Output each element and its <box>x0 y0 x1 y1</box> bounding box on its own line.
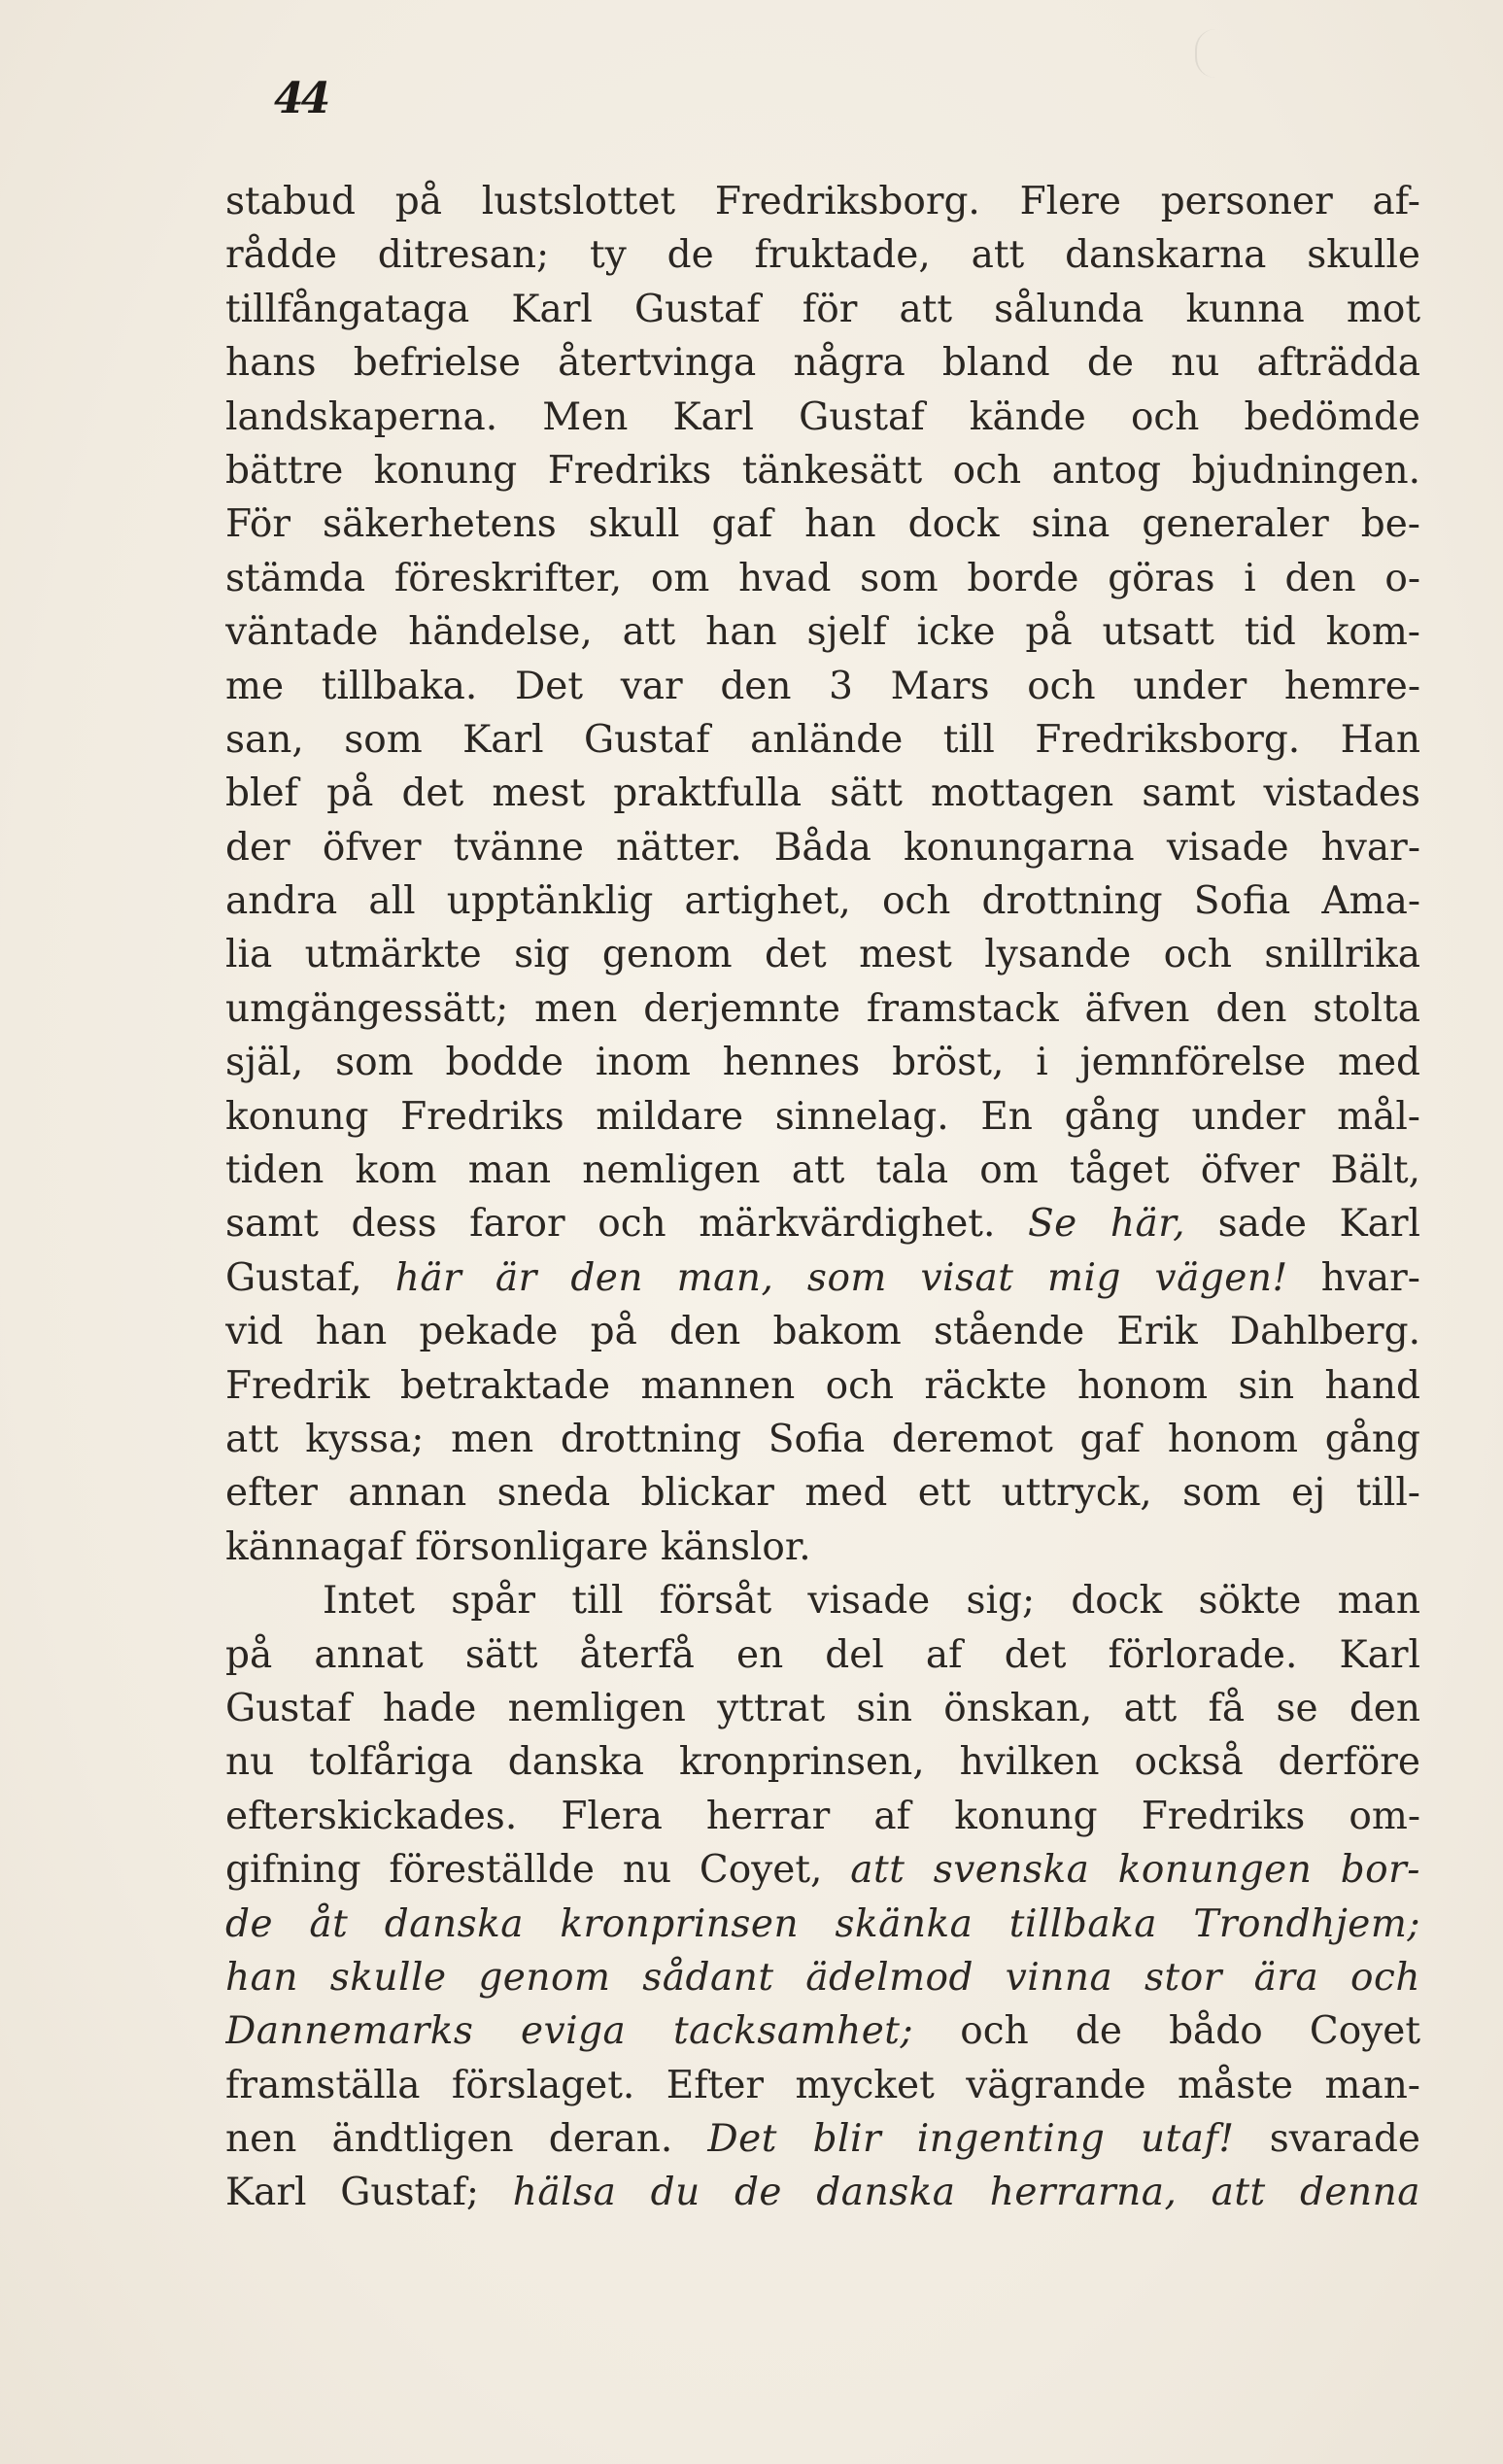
text-line <box>225 228 1420 282</box>
text-run: Intet spår till försåt visade sig; dock sökte man <box>323 1579 1420 1624</box>
text-line <box>225 1790 1420 1843</box>
text-run: gifning föreställde nu Coyet, <box>225 1848 851 1893</box>
text-line <box>225 982 1420 1036</box>
text-line <box>225 444 1420 497</box>
text-line <box>225 1466 1420 1520</box>
text-run: efter annan sneda blickar med ett uttryck, som ej till- <box>225 1471 1420 1516</box>
italic-text: att svenska konungen bor- <box>850 1848 1420 1893</box>
text-line <box>225 1951 1420 2004</box>
text-line <box>225 2166 1420 2219</box>
text-line <box>225 1036 1420 1089</box>
text-run: nen ändtligen deran. <box>225 2117 708 2162</box>
text-run: samt dess faror och märkvärdighet. <box>225 1202 1028 1247</box>
text-run: bättre konung Fredriks tänkesätt och antog bjudningen. <box>225 448 1420 493</box>
text-run: framställa förslaget. Efter mycket vägrande måste man- <box>225 2063 1420 2107</box>
italic-text: Se här, <box>1027 1202 1185 1247</box>
text-line <box>225 1305 1420 1358</box>
text-line <box>225 497 1420 551</box>
text-line <box>225 2112 1420 2166</box>
text-line <box>225 767 1420 820</box>
text-run: och de bådo Coyet <box>913 2009 1420 2054</box>
text-line <box>225 605 1420 659</box>
text-run: Gustaf, <box>225 1255 395 1300</box>
text-line <box>225 928 1420 981</box>
text-run: svarade <box>1234 2117 1420 2162</box>
text-line <box>225 1898 1420 1951</box>
text-run: me tillbaka. Det var den 3 Mars och under hemre- <box>225 664 1420 708</box>
text-run: rådde ditresan; ty de fruktade, att danskarna skulle <box>225 233 1420 278</box>
text-line <box>225 552 1420 605</box>
text-line <box>225 1251 1420 1305</box>
text-line <box>225 2004 1420 2058</box>
text-line <box>225 1682 1420 1735</box>
text-line <box>225 713 1420 767</box>
text-run: Karl Gustaf; <box>225 2171 513 2215</box>
text-line <box>225 874 1420 928</box>
text-line <box>225 175 1420 228</box>
text-run: hvar- <box>1287 1255 1420 1300</box>
italic-text: han skulle genom sådant ädelmod vinna stor ära och <box>225 1955 1420 2000</box>
text-line <box>225 1521 1420 1574</box>
text-line <box>225 1197 1420 1250</box>
text-run: tiden kom man nemligen att tala om tåget öfver Bält, <box>225 1148 1420 1193</box>
text-line <box>225 336 1420 390</box>
italic-text: Det blir ingenting utaf! <box>707 2117 1235 2162</box>
text-run: konung Fredriks mildare sinnelag. En gång under mål- <box>225 1094 1420 1139</box>
text-run: att kyssa; men drottning Sofia deremot gaf honom gång <box>225 1417 1420 1461</box>
text-run: lia utmärkte sig genom det mest lysande och snillrika <box>225 933 1420 977</box>
text-run: vid han pekade på den bakom stående Erik Dahlberg. <box>225 1310 1420 1354</box>
italic-text: hälsa du de danska herrarna, att denna <box>512 2171 1420 2215</box>
text-line <box>225 2059 1420 2112</box>
text-run: stämda föreskrifter, om hvad som borde göras i den o- <box>225 556 1420 600</box>
text-run: tillfångataga Karl Gustaf för att sålunda kunna mot <box>225 287 1420 331</box>
italic-text: Dannemarks eviga tacksamhet; <box>225 2009 914 2054</box>
text-run: kännagaf försonligare känslor. <box>225 1524 811 1569</box>
text-line <box>225 1359 1420 1413</box>
text-run: san, som Karl Gustaf anlände till Fredriksborg. Han <box>225 717 1420 762</box>
body-text <box>225 175 1420 2220</box>
text-run: stabud på lustslottet Fredriksborg. Flere personer af- <box>225 180 1420 223</box>
text-line <box>225 1843 1420 1897</box>
text-line <box>225 821 1420 874</box>
text-line <box>225 1090 1420 1144</box>
text-run: Fredrik betraktade mannen och räckte honom sin hand <box>225 1363 1420 1408</box>
text-run: umgängessätt; men derjemnte framstack äfven den stolta <box>225 986 1420 1031</box>
text-run: Gustaf hade nemligen yttrat sin önskan, att få se den <box>225 1686 1420 1730</box>
text-line <box>225 1628 1420 1682</box>
text-run: landskaperna. Men Karl Gustaf kände och bedömde <box>225 394 1420 439</box>
text-line <box>225 1413 1420 1466</box>
italic-text: de åt danska kronprinsen skänka tillbaka Trondhjem; <box>225 1901 1420 1946</box>
text-line <box>225 1144 1420 1197</box>
text-run: nu tolfåriga danska kronprinsen, hvilken också derföre <box>225 1740 1420 1785</box>
paper-mark <box>1195 29 1236 78</box>
text-line <box>225 1735 1420 1789</box>
text-line <box>225 391 1420 444</box>
text-run: der öfver tvänne nätter. Båda konungarna visade hvar- <box>225 825 1420 870</box>
italic-text: här är den man, som visat mig vägen! <box>394 1255 1288 1300</box>
text-run: själ, som bodde inom hennes bröst, i jemnförelse med <box>225 1041 1420 1085</box>
text-run: andra all upptänklig artighet, och drottning Sofia Ama- <box>225 879 1420 924</box>
page-number: 44 <box>274 74 328 123</box>
text-line <box>225 660 1420 713</box>
text-run: hans befrielse återtvinga några bland de nu afträdda <box>225 341 1420 386</box>
text-run: För säkerhetens skull gaf han dock sina generaler be- <box>225 502 1420 547</box>
text-run: på annat sätt återfå en del af det förlorade. Karl <box>225 1632 1420 1677</box>
text-run: sade Karl <box>1185 1202 1420 1247</box>
text-run: efterskickades. Flera herrar af konung Fredriks om- <box>225 1794 1420 1838</box>
text-line <box>225 283 1420 336</box>
text-line <box>225 1574 1420 1627</box>
text-run: väntade händelse, att han sjelf icke på utsatt tid kom- <box>225 610 1420 655</box>
text-run: blef på det mest praktfulla sätt mottagen samt vistades <box>225 771 1420 816</box>
